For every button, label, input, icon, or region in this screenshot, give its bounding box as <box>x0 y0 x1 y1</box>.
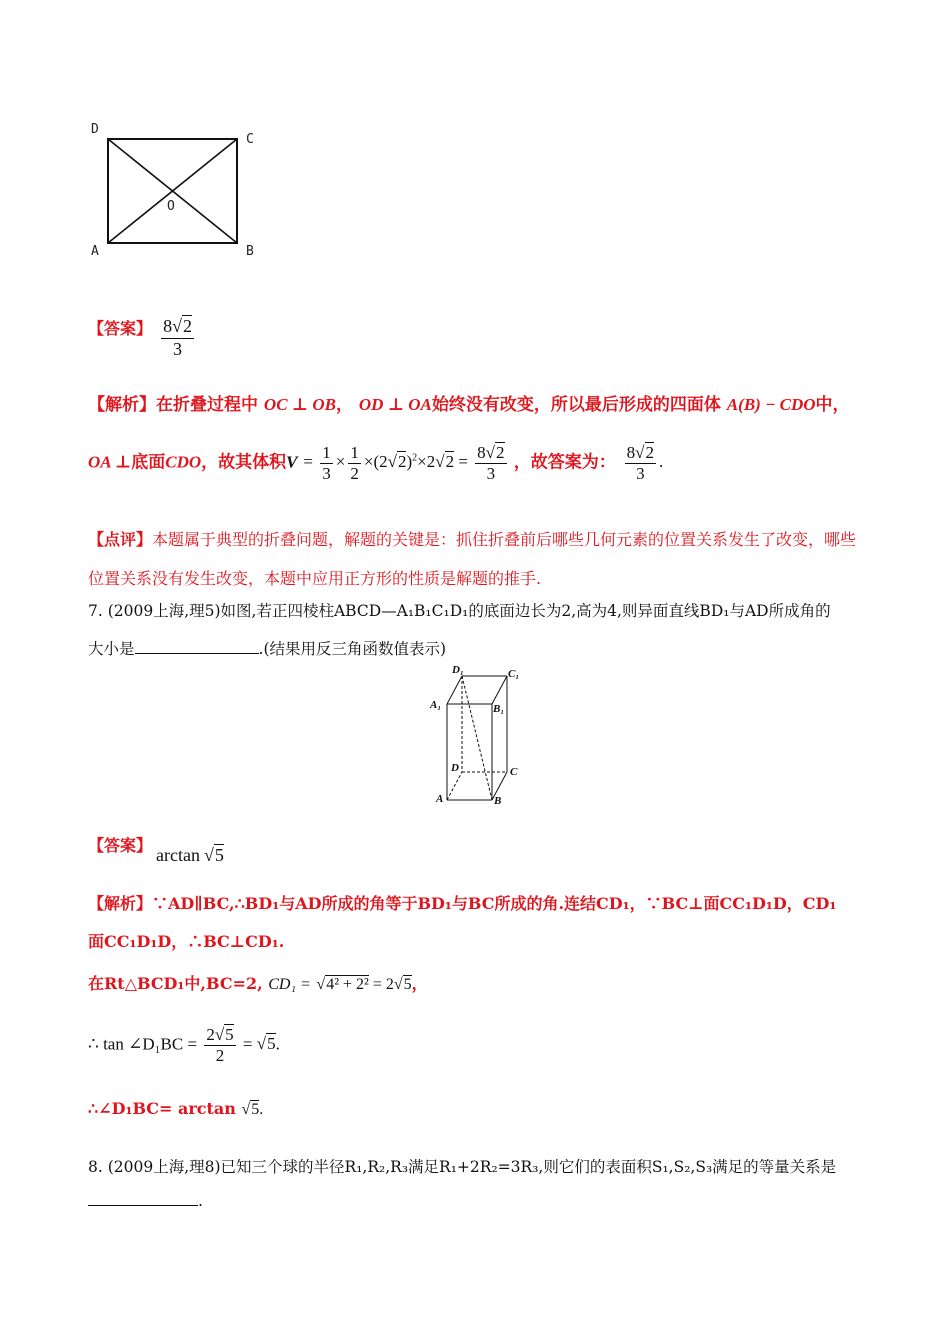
q7-analysis-line1: 【解析】∵AD∥BC,∴BD₁与AD所成的角等于BD₁与BC所成的角.连结CD₁，∵BC⊥面CC₁D₁D，CD₁ <box>88 894 837 913</box>
figure1-label-c: C <box>246 132 254 147</box>
prism-label-a: A <box>436 793 444 805</box>
q6-comment-line1: 【点评】本题属于典型的折叠问题，解题的关键是：抓住折叠前后哪些几何元素的位置关系发生了改变，哪些 <box>88 530 857 549</box>
q7-analysis-line3: 在Rt△BCD₁中,BC=2, CD₁ = √4² + 2² = 2√5， <box>88 974 428 993</box>
q8-question-line1: 8. (2009上海,理8)已知三个球的半径R₁,R₂,R₃满足R₁+2R₂=3R₃,则它们的表面积S₁,S₂,S₃满足的等量关系是 <box>88 1158 837 1176</box>
answer-fraction: $\frac{8√2}{3}$ <box>163 316 192 359</box>
q6-answer <box>88 316 197 359</box>
q8-question-line2: . <box>88 1192 203 1210</box>
figure1-label-a: A <box>91 244 99 259</box>
answer-blank <box>135 653 259 654</box>
figure-prism <box>425 662 525 810</box>
analysis-tag: 【解析】 <box>88 395 156 415</box>
analysis-tag: 【解析】 <box>88 894 153 913</box>
prism-label-d1: D₁ <box>452 664 464 676</box>
q7-answer-tag: 【答案】 <box>88 836 153 855</box>
q7-question-line2: 大小是 .(结果用反三角函数值表示) <box>88 640 447 658</box>
comment-tag: 【点评】 <box>88 530 153 549</box>
q7-question-line1: 7. (2009上海,理5)如图,若正四棱柱ABCD—A₁B₁C₁D₁的底面边长为2,高为4,则异面直线BD₁与AD所成角的 <box>88 602 831 620</box>
prism-label-c: C <box>510 766 518 778</box>
prism-label-b1: B₁ <box>493 703 505 715</box>
q6-analysis-line1: 【解析】在折叠过程中 OC ⊥ OB， OD ⊥ OA始终没有改变，所以最后形成的四面体 A(B) − CDO中， <box>88 395 850 415</box>
figure1-label-d: D <box>91 122 99 137</box>
prism-label-d: D <box>451 762 459 774</box>
answer-blank <box>88 1205 198 1206</box>
figure1-label-b: B <box>246 244 254 259</box>
figure1-label-o: O <box>167 199 175 214</box>
q7-analysis-line2: 面CC₁D₁D，∴BC⊥CD₁. <box>88 932 285 951</box>
answer-tag: 【答案】 <box>88 319 153 338</box>
q7-analysis-line4: ∴ tan ∠D₁BC = $\frac{2√5}{2}$ = √5. <box>88 1025 280 1065</box>
prism-label-b: B <box>494 795 502 807</box>
figure-rectangle-abcd <box>80 118 270 268</box>
q6-analysis-line2: OA ⊥底面CDO，故其体积V = $\frac{1}{3}$ × $\frac{1}{2}$ $\times(2√2)^2\times 2√2$ = $\frac{8√2}{3}$ ，故答案为： $\frac{8√2}{3}$ . <box>88 443 664 483</box>
prism-label-c1: C₁ <box>508 668 520 680</box>
q6-comment-line2: 位置关系没有发生改变，本题中应用正方形的性质是解题的推手. <box>88 569 542 588</box>
q7-analysis-line5: ∴∠D₁BC= arctan √5. <box>88 1099 264 1118</box>
prism-label-a1: A₁ <box>430 699 442 711</box>
q7-answer-value: arctan √5 <box>156 845 224 865</box>
